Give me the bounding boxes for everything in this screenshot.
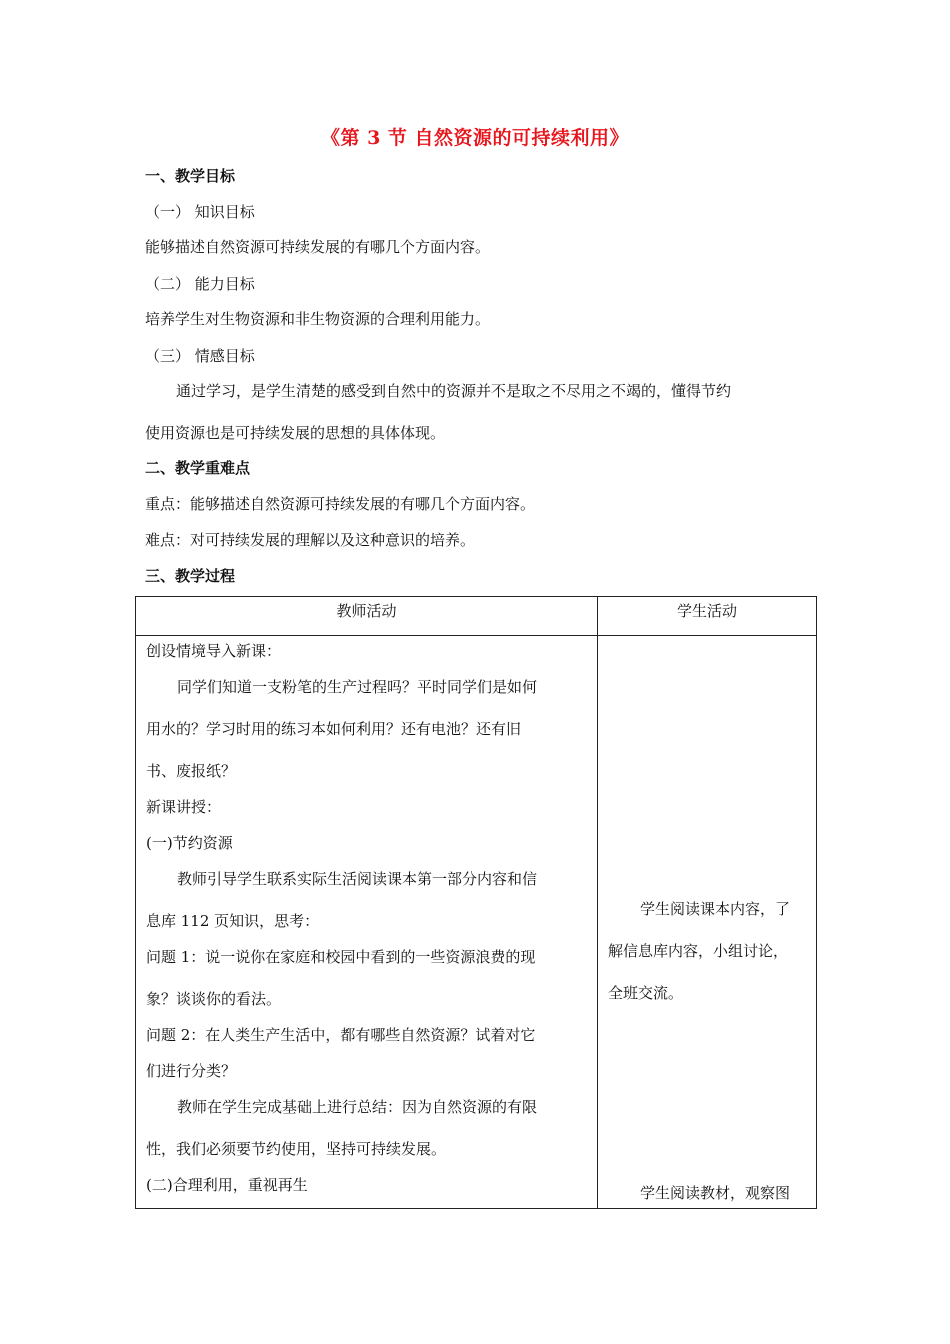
student-line: 解信息库内容，小组讨论， — [608, 942, 789, 960]
teacher-line: (一)节约资源 — [146, 834, 233, 852]
teacher-line: 问题 1：说一说你在家庭和校园中看到的一些资源浪费的现 — [146, 948, 536, 966]
subheading-ability: （二） 能力目标 — [145, 275, 255, 293]
student-activity-cell — [598, 636, 817, 1209]
subheading-knowledge: （一） 知识目标 — [145, 203, 255, 221]
table-row — [136, 636, 817, 1209]
emotion-text-line1: 通过学习，是学生清楚的感受到自然中的资源并不是取之不尽用之不竭的，懂得节约 — [176, 382, 732, 400]
teacher-line: 象？谈谈你的看法。 — [146, 990, 282, 1008]
teacher-line: 性，我们必须要节约使用，坚持可持续发展。 — [146, 1140, 447, 1158]
knowledge-text: 能够描述自然资源可持续发展的有哪几个方面内容。 — [145, 238, 491, 256]
document-title: 《第 3 节 自然资源的可持续利用》 — [320, 127, 630, 149]
teacher-activity-cell — [136, 636, 598, 1209]
teacher-line: 创设情境导入新课： — [146, 642, 282, 660]
student-line: 学生阅读教材，观察图 — [640, 1184, 791, 1202]
teacher-line: 教师在学生完成基础上进行总结：因为自然资源的有限 — [177, 1098, 538, 1116]
teacher-line: 问题 2：在人类生产生活中，都有哪些自然资源？试着对它 — [146, 1026, 536, 1044]
teacher-line: 同学们知道一支粉笔的生产过程吗？平时同学们是如何 — [177, 678, 538, 696]
teacher-line: (二)合理利用，重视再生 — [146, 1176, 308, 1194]
teacher-line: 新课讲授： — [146, 798, 222, 816]
header-student-activity: 学生活动 — [598, 597, 817, 636]
teacher-line: 书、废报纸？ — [146, 762, 237, 780]
teacher-line: 息库 112 页知识，思考： — [146, 912, 320, 930]
header-teacher-activity: 教师活动 — [136, 597, 598, 636]
section-heading-process: 三、教学过程 — [145, 567, 236, 585]
table-header-row — [136, 597, 817, 636]
ability-text: 培养学生对生物资源和非生物资源的合理利用能力。 — [145, 310, 491, 328]
teacher-line: 们进行分类？ — [146, 1062, 237, 1080]
subheading-emotion: （三） 情感目标 — [145, 347, 255, 365]
section-heading-objectives: 一、教学目标 — [145, 167, 236, 185]
student-line: 学生阅读课本内容，了 — [640, 900, 791, 918]
teaching-process-table — [135, 596, 817, 1209]
difficult-point-text: 难点：对可持续发展的理解以及这种意识的培养。 — [145, 531, 476, 549]
section-heading-key-points: 二、教学重难点 — [145, 459, 251, 477]
student-line: 全班交流。 — [608, 984, 684, 1002]
teacher-line: 用水的？学习时用的练习本如何利用？还有电池？还有旧 — [146, 720, 522, 738]
emotion-text-line2: 使用资源也是可持续发展的思想的具体体现。 — [145, 424, 446, 442]
key-point-text: 重点：能够描述自然资源可持续发展的有哪几个方面内容。 — [145, 495, 536, 513]
teacher-line: 教师引导学生联系实际生活阅读课本第一部分内容和信 — [177, 870, 538, 888]
